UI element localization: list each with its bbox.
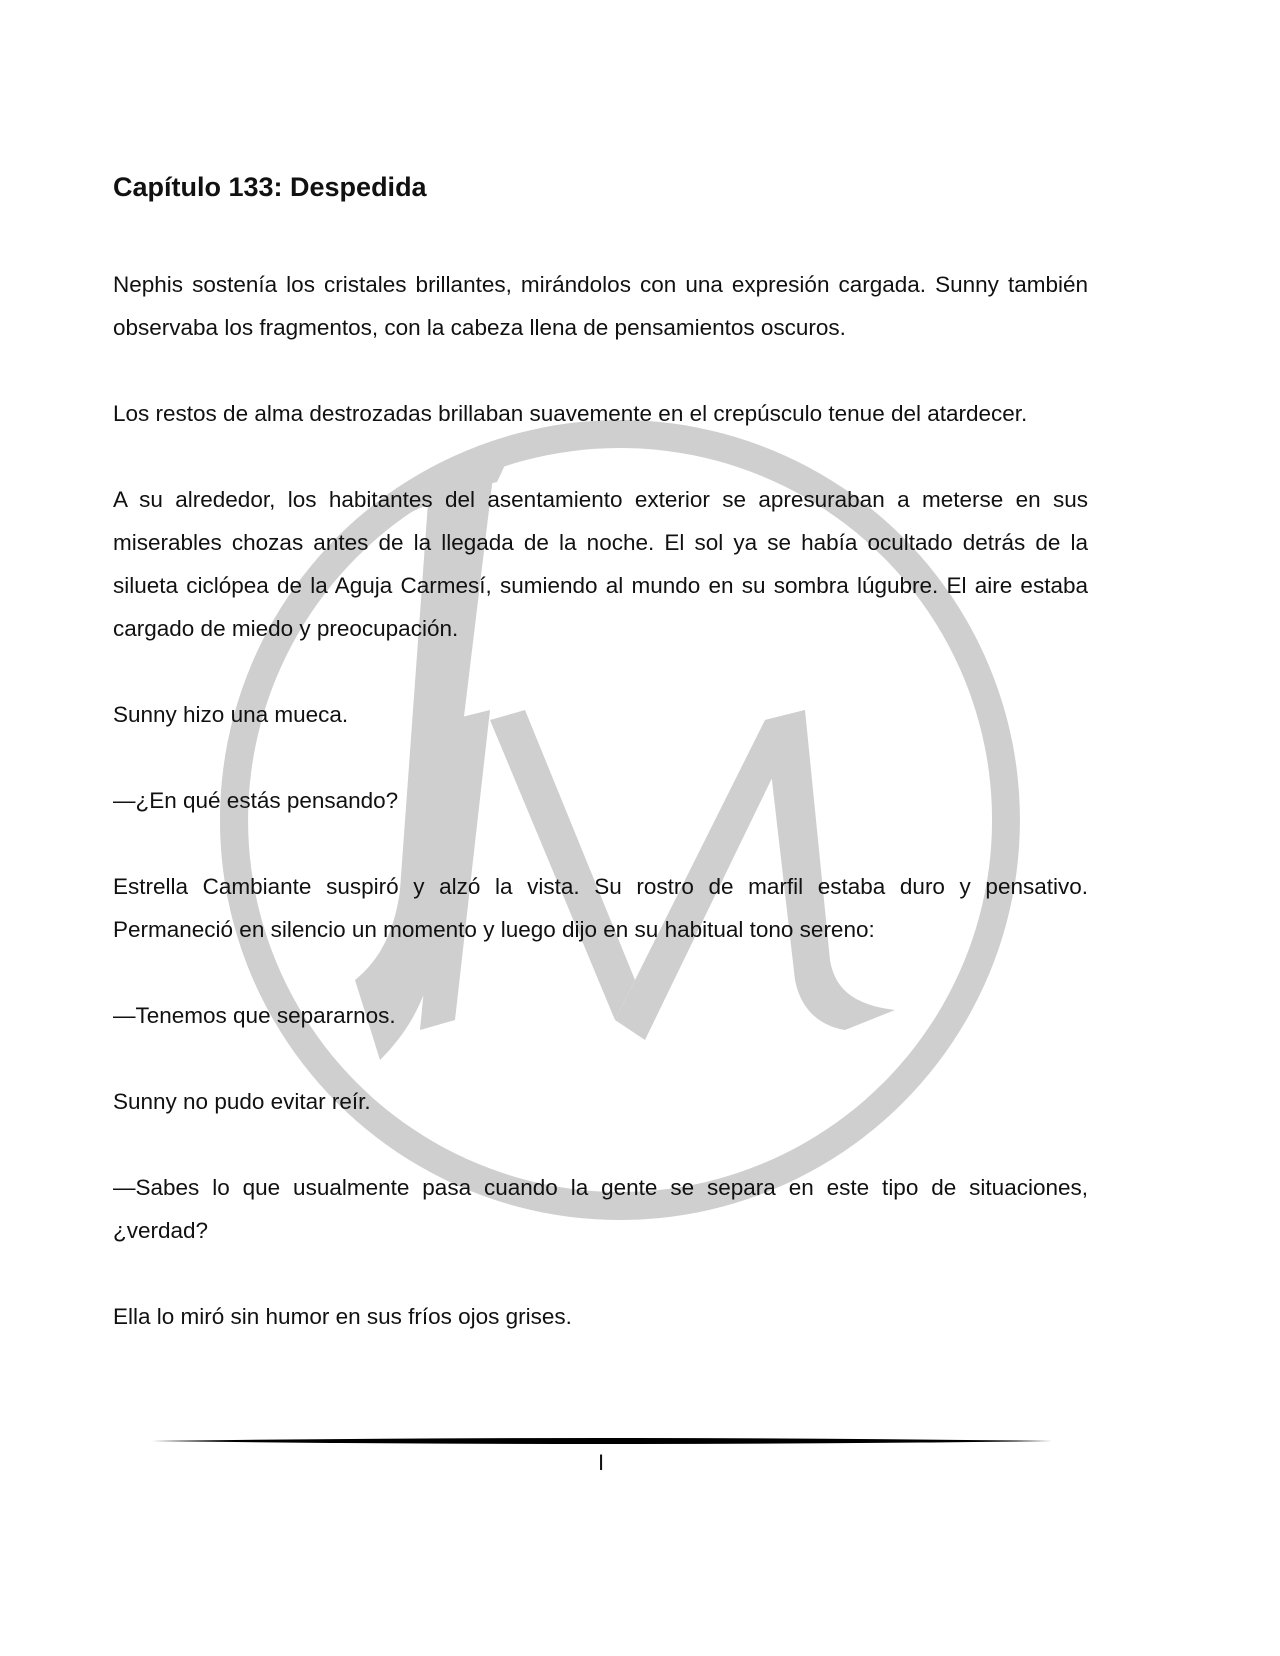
paragraph: Nephis sostenía los cristales brillantes, mirándolos con una expresión cargada. Sunny también observaba los fragmentos, con la cabeza llena de pensamientos oscuros. — [113, 272, 1088, 341]
page-number: I — [597, 1450, 605, 1475]
paragraph: Estrella Cambiante suspiró y alzó la vista. Su rostro de marfil estaba duro y pensativo. Permaneció en silencio un momento y luego dijo en su habitual tono sereno: — [113, 874, 1088, 943]
paragraph: —Tenemos que separarnos. — [113, 1003, 396, 1029]
paragraph: Sunny hizo una mueca. — [113, 702, 349, 728]
paragraph: Ella lo miró sin humor en sus fríos ojos grises. — [113, 1304, 572, 1330]
chapter-title: Capítulo 133: Despedida — [113, 172, 427, 202]
footer-divider — [152, 1436, 1052, 1446]
paragraph: —Sabes lo que usualmente pasa cuando la gente se separa en este tipo de situaciones, ¿verdad? — [113, 1175, 1088, 1244]
paragraph: —¿En qué estás pensando? — [113, 788, 399, 814]
paragraph: Sunny no pudo evitar reír. — [113, 1089, 371, 1115]
paragraph: A su alrededor, los habitantes del asentamiento exterior se apresuraban a meterse en sus miserables chozas antes de la llegada de la noche. El sol ya se había ocultado detrás de la silueta ciclópea de la Aguja Carmesí, sumiendo al mundo en su sombra lúgubre. El aire estaba cargado de miedo y preocupación. — [113, 487, 1088, 642]
paragraph: Los restos de alma destrozadas brillaban suavemente en el crepúsculo tenue del atardecer. — [113, 401, 1028, 427]
chapter-content — [113, 170, 1088, 1381]
